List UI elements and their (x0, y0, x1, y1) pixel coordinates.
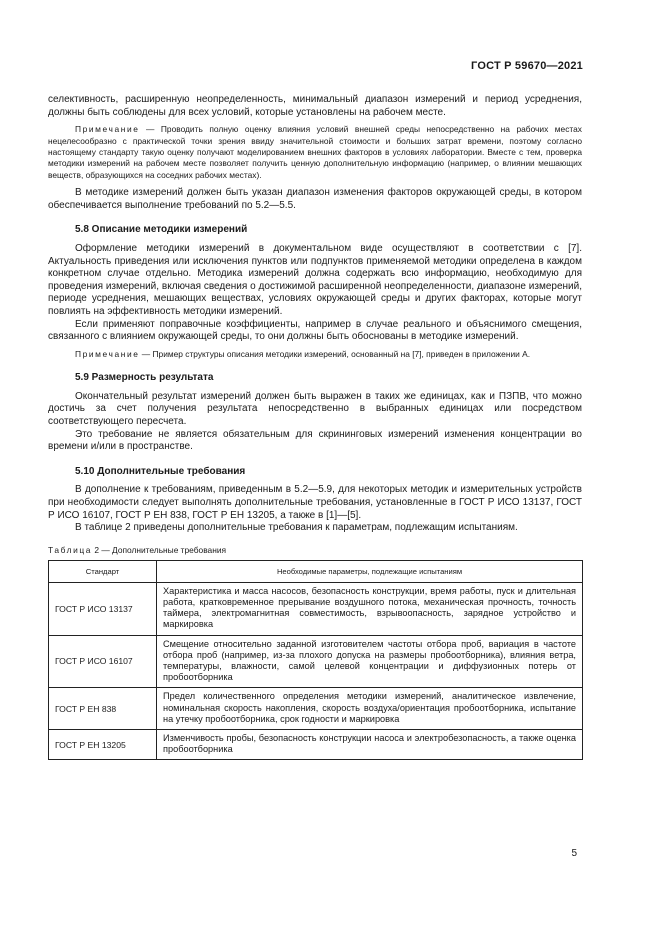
section-5-9-title: 5.9 Размерность результата (75, 372, 214, 384)
column-header-parameters: Необходимые параметры, подлежащие испытаниям (157, 560, 583, 582)
table-cell-parameters: Предел количественного определения методики измерений, аналитическое извлечение, номинальная скорость накопления, скорость воздуха/ориентация пробоотборника, испытание на утечку пробоотборника, срок годности и маркировка (157, 688, 583, 730)
column-header-standard: Стандарт (49, 560, 157, 582)
table-cell-standard: ГОСТ Р ИСО 16107 (49, 635, 157, 688)
table-cell-standard: ГОСТ Р ИСО 13137 (49, 582, 157, 635)
section-5-8-paragraph-1: Оформление методики измерений в документальном виде осуществляют в соответствии с [7]. Актуальность приведения или исключения пунктов или подпунктов применяемой методики определена в каждом конкретном случае отдельно. Методика измерений должна содержать всю информацию, необходимую для проведения измерений, включая сведения о достижимой расширенной неопределенности, диапазоне измерений, периоде усреднения, мешающих веществах, условиях окружающей среды и других факторах, которые могут повлиять на эффективность методики измерений. (48, 243, 582, 317)
document-code: ГОСТ Р 59670—2021 (471, 60, 583, 72)
section-5-10-paragraph-1: В дополнение к требованиям, приведенным в 5.2—5.9, для некоторых методик и измерительных устройств при необходимости следует выполнять дополнительные требования, установленные в ГОСТ Р ИСО 13137, ГОСТ Р ИСО 16107, ГОСТ Р ЕН 838, ГОСТ Р ЕН 13205, а также в [1]—[5]. (48, 484, 582, 521)
section-5-8-title: 5.8 Описание методики измерений (75, 224, 248, 236)
note-2-label: Примечание (75, 348, 140, 359)
table-cell-standard: ГОСТ Р ЕН 838 (49, 688, 157, 730)
page-content (48, 94, 582, 760)
note-2 (48, 349, 582, 360)
note-2-text: — Пример структуры описания методики измерений, основанный на [7], приведен в приложении А. (139, 348, 531, 359)
intro-paragraph: селективность, расширенную неопределенность, минимальный диапазон измерений и период усреднения, должны быть соблюдены для всех условий, которые установлены на рабочем месте. (48, 94, 582, 118)
section-5-10-paragraph-2: В таблице 2 приведены дополнительные требования к параметрам, подлежащим испытаниям. (75, 522, 518, 534)
table-caption-label: Таблица (48, 544, 93, 555)
table-header-row (49, 560, 583, 582)
table-row (49, 582, 583, 635)
table-cell-standard: ГОСТ Р ЕН 13205 (49, 729, 157, 759)
section-5-8-paragraph-2: Если применяют поправочные коэффициенты, например в случае реального и объяснимого смещения, связанного с влиянием окружающей среды, то они должны быть обоснованы в методике измерений. (48, 318, 582, 343)
section-5-9-paragraph-1: Окончательный результат измерений должен быть выражен в таких же единицах, как и ПЗПВ, что можно достичь за счет получения результата непосредственно в выбранных единицах или посредством соответствующего пересчета. (48, 390, 582, 427)
note-1 (48, 124, 582, 181)
section-5-10-title: 5.10 Дополнительные требования (75, 465, 246, 477)
table-row (49, 635, 583, 688)
table-cell-parameters: Характеристика и масса насосов, безопасность конструкции, время работы, пуск и длительная работа, кратковременное прерывание воздушного потока, механическая прочность, точность таймера, электромагнитная совместимость, взрывоопасность, зарядное устройство и маркировка (157, 582, 583, 635)
table-cell-parameters: Изменчивость пробы, безопасность конструкции насоса и электробезопасность, а также оценка пробоотборника (157, 729, 583, 759)
table-row (49, 729, 583, 759)
table-caption (48, 545, 582, 556)
section-5-9-paragraph-2: Это требование не является обязательным для скрининговых измерений изменения концентрации во времени и/или в пространстве. (48, 428, 582, 453)
page-number: 5 (571, 848, 577, 859)
note-1-text: — Проводить полную оценку влияния условий внешней среды непосредственно на рабочих местах нецелесообразно с практической точки зрения ввиду значительной стоимости и больших затрат времени, поэтому согласно настоящему стандарту такую оценку получают моделированием внешних факторов в условиях лаборатории. Вместе с тем, проверка методики измерений на рабочем месте позволяет получить ценную дополнительную информацию (например, о влиянии мешающих веществ, образующихся на соседних рабочих местах). (48, 124, 582, 180)
method-range-paragraph: В методике измерений должен быть указан диапазон изменения факторов окружающей среды, в котором обеспечивается выполнение требований по 5.2—5.5. (48, 187, 582, 211)
table-caption-text: 2 — Дополнительные требования (92, 544, 227, 555)
table-row (49, 688, 583, 730)
table-cell-parameters: Смещение относительно заданной изготовителем частоты отбора проб, вариация в частоте отбора проб (например, из-за плохого допуска на размеры пробоотборника), влияния ветра, температуры, влажности, самой целевой концентрации и диффузионных потерь от пробоотборника (157, 635, 583, 688)
requirements-table (48, 560, 583, 761)
note-1-label: Примечание (75, 124, 140, 135)
